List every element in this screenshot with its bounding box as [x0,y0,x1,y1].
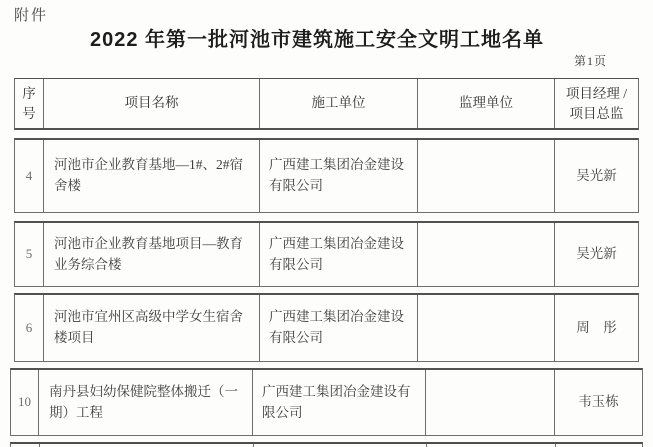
page-number-indicator: 第1页 [574,54,608,68]
table-row [14,221,639,287]
table-row [14,138,639,213]
table-row [10,368,643,436]
cell-seq: 6 [15,295,44,361]
cell-supervisor [426,370,555,435]
cell-project-name: 河池市企业教育基地项目—教育业务综合楼 [44,223,260,286]
column-header-manager-text: 项目经理 / 项目总监 [565,85,628,121]
cell-builder: 广西建工集团冶金建设有限公司 [260,295,418,361]
cell-supervisor [418,140,555,212]
cell-seq: 4 [15,140,44,212]
cell-supervisor [418,223,555,286]
cell-builder: 广西建工集团冶金建设有限公司 [253,370,426,435]
column-header-builder: 施工单位 [260,79,418,128]
cell-manager: 吴光新 [576,167,617,183]
cell-manager: 周 彤 [576,319,617,335]
cell-supervisor [418,295,555,361]
table-header-row [14,78,639,130]
cell-project-name: 河池市企业教育基地—1#、2#宿舍楼 [44,140,260,212]
column-header-project: 项目名称 [44,79,260,128]
cell-manager: 吴光新 [576,246,617,262]
cell-project-name: 南丹县妇幼保健院整体搬迁（一期）工程 [39,370,253,435]
cell-builder: 广西建工集团冶金建设有限公司 [260,223,418,286]
cell-builder: 广西建工集团冶金建设有限公司 [260,140,418,212]
attachment-label: 附件 [14,8,49,24]
column-header-manager [555,79,638,128]
cell-seq: 10 [11,370,39,435]
cell-project-name: 河池市宜州区高级中学女生宿舍楼项目 [44,295,260,361]
cell-seq: 5 [15,223,44,286]
table-row [14,293,639,362]
column-header-seq-text: 序 号 [22,85,36,121]
page-title: 2022 年第一批河池市建筑施工安全文明工地名单 [89,29,545,51]
cell-manager: 韦玉栋 [578,394,619,410]
column-header-seq [15,79,44,128]
column-header-supervisor: 监理单位 [418,79,555,128]
table-row-partial [10,442,643,447]
